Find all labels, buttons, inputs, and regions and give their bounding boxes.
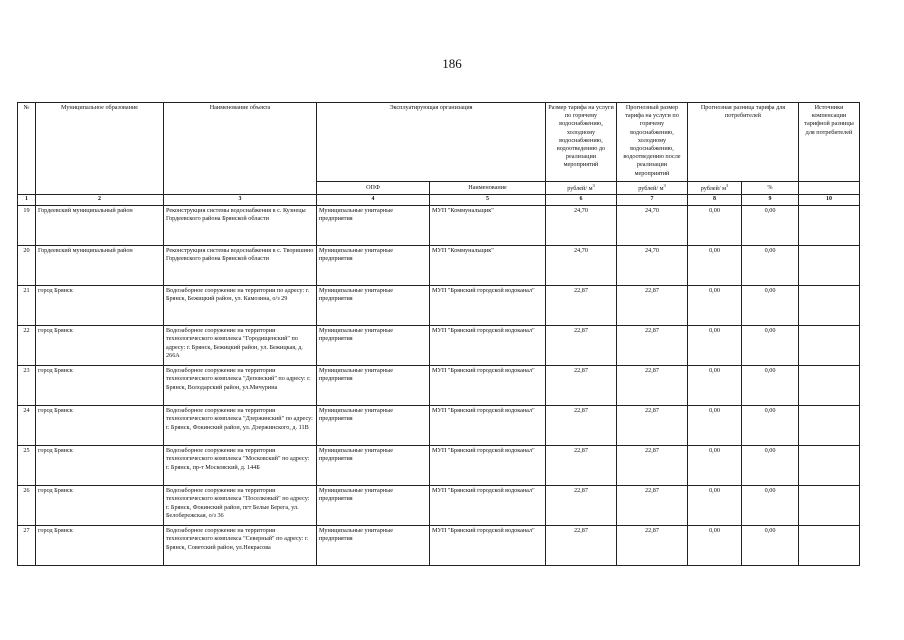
row-opf: Муниципальные унитарные предприятия <box>317 526 430 566</box>
row-number: 22 <box>18 326 36 366</box>
row-tariff-before: 22,87 <box>546 446 617 486</box>
row-opf: Муниципальные унитарные предприятия <box>317 486 430 526</box>
header-opf: ОПФ <box>317 182 430 195</box>
table-row <box>18 526 860 566</box>
row-object: Водозаборное сооружение на территории технологического комплекса "Поселковый" по адресу: г. Брянск, Фокинский район, пгт Белые Берега, ул. Белобережская, о/з 36 <box>164 486 317 526</box>
row-object: Водозаборное сооружение на территории технологического комплекса "Московский" по адресу: г. Брянск, пр-т Московский, д. 144Б <box>164 446 317 486</box>
page-number: 186 <box>442 56 462 71</box>
row-number: 19 <box>18 206 36 246</box>
header-unit-before: рублей/ $м^3$ <box>546 182 617 195</box>
row-municipality: город Брянск <box>36 366 164 406</box>
row-operator-name: МУП "Брянский городской водоканал" <box>430 526 546 566</box>
table-row <box>18 366 860 406</box>
header-tariff-after: Прогнозный размер тарифа на услуги по горячему водоснабжению, холодному водоснабжению, водоотведению после реализации мероприятий <box>617 103 688 182</box>
table-row <box>18 326 860 366</box>
header-diff: Прогнозная разница тарифа для потребителей <box>688 103 799 182</box>
row-diff-percent: 0,00 <box>742 326 799 366</box>
row-object: Водозаборное сооружение на территории технологического комплекса "Городищенский" по адресу: г. Брянск, Бежицкий район, ул. Бежицкая, д. 266А <box>164 326 317 366</box>
tariff-table <box>17 102 860 566</box>
row-diff-rub: 0,00 <box>688 446 742 486</box>
row-tariff-after: 22,87 <box>617 486 688 526</box>
row-tariff-before: 22,87 <box>546 526 617 566</box>
row-tariff-after: 22,87 <box>617 406 688 446</box>
header-object: Наименование объекта <box>164 103 317 195</box>
row-source <box>799 326 860 366</box>
row-diff-rub: 0,00 <box>688 286 742 326</box>
row-tariff-after: 22,87 <box>617 326 688 366</box>
column-number: 9 <box>742 195 799 206</box>
column-number: 4 <box>317 195 430 206</box>
row-tariff-after: 22,87 <box>617 446 688 486</box>
row-object: Реконструкция системы водоснабжения в с. Творишино Гордеевского района Брянской области <box>164 246 317 286</box>
row-diff-percent: 0,00 <box>742 286 799 326</box>
row-tariff-before: 22,87 <box>546 326 617 366</box>
row-diff-rub: 0,00 <box>688 486 742 526</box>
row-tariff-before: 22,87 <box>546 286 617 326</box>
row-tariff-after: 22,87 <box>617 526 688 566</box>
row-operator-name: МУП "Брянский городской водоканал" <box>430 446 546 486</box>
row-object: Реконструкция системы водоснабжения в с. Кузнецы Гордеевского района Брянской области <box>164 206 317 246</box>
row-operator-name: МУП "Брянский городской водоканал" <box>430 326 546 366</box>
row-municipality: Гордеевский муниципальный район <box>36 206 164 246</box>
column-number: 10 <box>799 195 860 206</box>
row-opf: Муниципальные унитарные предприятия <box>317 286 430 326</box>
header-sources: Источники компенсации тарифной разницы для потребителей <box>799 103 860 182</box>
row-diff-rub: 0,00 <box>688 326 742 366</box>
row-object: Водозаборное сооружение на территории по адресу: г. Брянск, Бежицкий район, ул. Камозина, о/з 29 <box>164 286 317 326</box>
row-opf: Муниципальные унитарные предприятия <box>317 206 430 246</box>
header-operator: Эксплуатирующая организация <box>317 103 546 182</box>
header-tariff-before: Размер тарифа на услуги по горячему водоснабжению, холодному водоснабжению, водоотведению до реализации мероприятий <box>546 103 617 182</box>
row-tariff-after: 22,87 <box>617 286 688 326</box>
row-municipality: город Брянск <box>36 446 164 486</box>
header-unit-after: рублей/ $м^3$ <box>617 182 688 195</box>
row-number: 27 <box>18 526 36 566</box>
row-operator-name: МУП "Брянский городской водоканал" <box>430 286 546 326</box>
row-diff-percent: 0,00 <box>742 206 799 246</box>
row-number: 24 <box>18 406 36 446</box>
row-diff-percent: 0,00 <box>742 406 799 446</box>
row-object: Водозаборное сооружение на территории технологического комплекса "Дзержинский" по адресу: г. Брянск, Фокинский район, ул. Дзержинского, д. 11В <box>164 406 317 446</box>
row-opf: Муниципальные унитарные предприятия <box>317 406 430 446</box>
row-source <box>799 366 860 406</box>
row-number: 23 <box>18 366 36 406</box>
row-municipality: город Брянск <box>36 406 164 446</box>
row-diff-percent: 0,00 <box>742 366 799 406</box>
row-operator-name: МУП "Брянский городской водоканал" <box>430 406 546 446</box>
row-object: Водозаборное сооружение на территории технологического комплекса "Северный" по адресу: г. Брянск, Советский район, ул.Некрасова <box>164 526 317 566</box>
column-number: 1 <box>18 195 36 206</box>
header-percent: % <box>742 182 799 195</box>
row-opf: Муниципальные унитарные предприятия <box>317 246 430 286</box>
row-operator-name: МУП "Коммунальщик" <box>430 246 546 286</box>
header-number: № <box>18 103 36 195</box>
row-number: 25 <box>18 446 36 486</box>
row-source <box>799 446 860 486</box>
row-source <box>799 486 860 526</box>
row-tariff-before: 22,87 <box>546 406 617 446</box>
row-number: 26 <box>18 486 36 526</box>
header-row <box>18 103 860 182</box>
row-opf: Муниципальные унитарные предприятия <box>317 326 430 366</box>
row-source <box>799 286 860 326</box>
column-number: 5 <box>430 195 546 206</box>
row-diff-rub: 0,00 <box>688 246 742 286</box>
column-number: 7 <box>617 195 688 206</box>
row-diff-rub: 0,00 <box>688 406 742 446</box>
row-tariff-after: 24,70 <box>617 206 688 246</box>
row-diff-percent: 0,00 <box>742 526 799 566</box>
row-source <box>799 206 860 246</box>
row-operator-name: МУП "Брянский городской водоканал" <box>430 366 546 406</box>
row-object: Водозаборное сооружение на территории технологического комплекса "Деповский" по адресу: г. Брянск, Володарский район, ул.Мичурина <box>164 366 317 406</box>
table-row <box>18 446 860 486</box>
row-source <box>799 406 860 446</box>
row-municipality: город Брянск <box>36 326 164 366</box>
row-diff-percent: 0,00 <box>742 246 799 286</box>
row-municipality: город Брянск <box>36 526 164 566</box>
row-tariff-after: 22,87 <box>617 366 688 406</box>
column-number-row <box>18 195 860 206</box>
row-operator-name: МУП "Коммунальщик" <box>430 206 546 246</box>
table-row <box>18 246 860 286</box>
row-municipality: город Брянск <box>36 486 164 526</box>
table-row <box>18 286 860 326</box>
row-number: 20 <box>18 246 36 286</box>
column-number: 2 <box>36 195 164 206</box>
header-sources-blank <box>799 182 860 195</box>
row-operator-name: МУП "Брянский городской водоканал" <box>430 486 546 526</box>
row-source <box>799 246 860 286</box>
table-row <box>18 486 860 526</box>
column-number: 6 <box>546 195 617 206</box>
table-body <box>18 206 860 566</box>
row-diff-rub: 0,00 <box>688 366 742 406</box>
row-diff-percent: 0,00 <box>742 486 799 526</box>
row-diff-percent: 0,00 <box>742 446 799 486</box>
row-municipality: город Брянск <box>36 286 164 326</box>
row-opf: Муниципальные унитарные предприятия <box>317 366 430 406</box>
header-unit-diff: рублей/ $м^3$ <box>688 182 742 195</box>
table-row <box>18 206 860 246</box>
row-diff-rub: 0,00 <box>688 526 742 566</box>
column-number: 3 <box>164 195 317 206</box>
row-tariff-before: 24,70 <box>546 206 617 246</box>
row-tariff-before: 24,70 <box>546 246 617 286</box>
row-tariff-before: 22,87 <box>546 486 617 526</box>
row-diff-rub: 0,00 <box>688 206 742 246</box>
row-tariff-before: 22,87 <box>546 366 617 406</box>
table-row <box>18 406 860 446</box>
header-municipality: Муниципальное образование <box>36 103 164 195</box>
row-opf: Муниципальные унитарные предприятия <box>317 446 430 486</box>
row-number: 21 <box>18 286 36 326</box>
header-name: Наименование <box>430 182 546 195</box>
row-tariff-after: 24,70 <box>617 246 688 286</box>
row-municipality: Гордеевский муниципальный район <box>36 246 164 286</box>
row-source <box>799 526 860 566</box>
column-number: 8 <box>688 195 742 206</box>
